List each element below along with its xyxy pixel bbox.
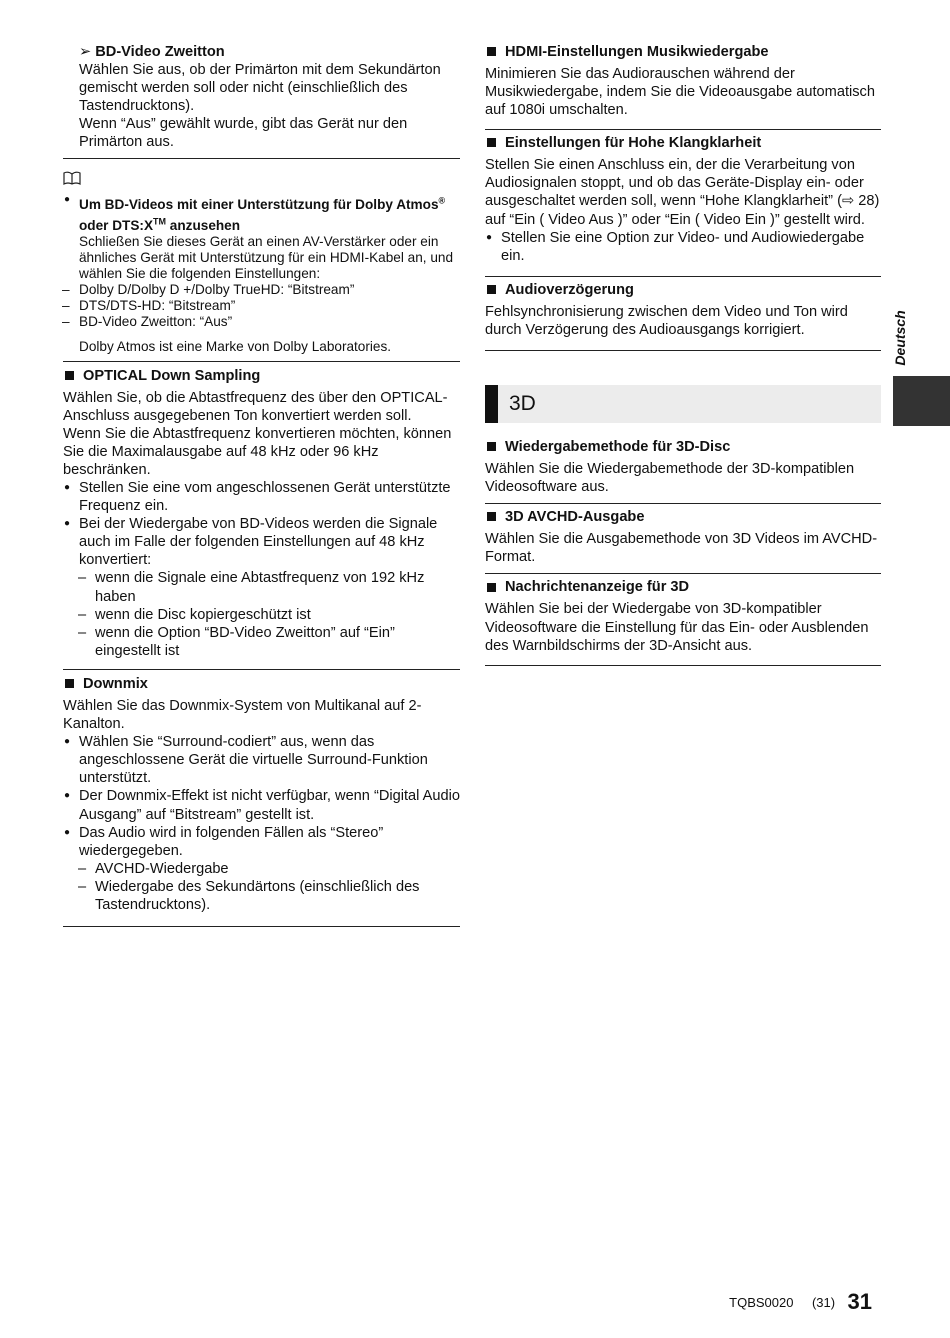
downmix-dash-item: – AVCHD-Wiedergabe xyxy=(63,860,460,878)
wiedergabe3d-heading: Wiedergabemethode für 3D-Disc xyxy=(485,438,881,456)
square-bullet-icon xyxy=(487,138,496,147)
downmix-heading: Downmix xyxy=(63,675,460,693)
hohe-heading: Einstellungen für Hohe Klangklarheit xyxy=(485,134,881,152)
downmix-bullet: ● Wählen Sie “Surround-codiert” aus, wenn das angeschlossene Gerät die virtuelle Surround-Funktion unterstützt. xyxy=(63,733,460,787)
nachricht3d-heading: Nachrichtenanzeige für 3D xyxy=(485,578,881,596)
square-bullet-icon xyxy=(487,583,496,592)
language-label: Deutsch xyxy=(892,310,908,366)
page-number-paren: (31) xyxy=(811,1295,836,1310)
note-bullet: ● Um BD-Videos mit einer Unterstützung für Dolby Atmos® oder DTS:X™ anzusehen Schließen Sie dieses Gerät an einen AV-Verstärker oder ein ähnliches Gerät mit Unterstützung für ein HDMI-Kabel an, und wählen Sie die folgenden Einstellungen: xyxy=(63,192,460,281)
note-block xyxy=(63,171,460,354)
square-bullet-icon xyxy=(487,47,496,56)
divider xyxy=(63,669,460,670)
divider xyxy=(63,926,460,927)
avchd3d-text: Wählen Sie die Ausgabemethode von 3D Videos im AVCHD-Format. xyxy=(485,531,878,566)
nachricht3d-text: Wählen Sie bei der Wiedergabe von 3D-kompatibler Videosoftware die Einstellung für das Ein- oder Ausblenden des Warnbildschirms der 3D-Ansicht aus. xyxy=(485,601,869,654)
section-bd-video-zweitton xyxy=(63,43,460,151)
avchd3d-heading: 3D AVCHD-Ausgabe xyxy=(485,508,881,526)
zweitton-heading: ➢ BD-Video Zweitton xyxy=(79,44,225,60)
divider xyxy=(485,573,881,574)
note-body: Schließen Sie dieses Gerät an einen AV-Verstärker oder ein ähnliches Gerät mit Unterstützung für ein HDMI-Kabel an, und wählen Sie die folgenden Einstellungen: xyxy=(79,233,454,281)
note-dash-item: – Dolby D/Dolby D +/Dolby TrueHD: “Bitstream” xyxy=(47,282,460,298)
optical-dash-item: – wenn die Disc kopiergeschützt ist xyxy=(63,606,460,624)
downmix-bullet: ● Das Audio wird in folgenden Fällen als “Stereo” wiedergegeben. xyxy=(63,824,460,860)
page-reference-arrow-icon: ⇨ xyxy=(841,193,855,210)
optical-text-1: Wählen Sie, ob die Abtastfrequenz des über den OPTICAL-Anschluss ausgegebenen Ton konvertiert werden soll. xyxy=(63,389,448,424)
square-bullet-icon xyxy=(487,442,496,451)
hohe-text: Stellen Sie einen Anschluss ein, der die Verarbeitung von Audiosignalen stoppt, und ob das Geräte-Display ein- oder ausgeschaltet werden soll, wenn “Hohe Klangklarheit” (⇨ 28) auf “Ein ( Video Aus )” oder “Ein ( Video Ein )” gestellt wird. xyxy=(485,157,880,228)
section-hdmi-musikwiedergabe xyxy=(485,43,881,119)
divider xyxy=(63,361,460,362)
section-audioverzoegerung xyxy=(485,281,881,339)
downmix-dash-item: – Wiedergabe des Sekundärtons (einschließlich des Tastendrucktons). xyxy=(63,878,460,914)
optical-text-2: Wenn Sie die Abtastfrequenz konvertieren möchten, können Sie die Maximalausgabe auf 48 kHz oder 96 kHz beschränken. xyxy=(63,425,452,478)
section-wiedergabemethode-3d xyxy=(485,438,881,496)
square-bullet-icon xyxy=(487,512,496,521)
divider xyxy=(485,276,881,277)
divider xyxy=(485,665,881,666)
hohe-bullet: ● Stellen Sie eine Option zur Video- und Audiowiedergabe ein. xyxy=(485,229,881,265)
model-code: TQBS0020 xyxy=(729,1295,794,1310)
section-downmix xyxy=(63,675,460,914)
section-hohe-klangklarheit xyxy=(485,134,881,265)
section-optical-down-sampling xyxy=(63,367,460,660)
page-number: 31 xyxy=(847,1289,872,1314)
trademark-note: Dolby Atmos ist eine Marke von Dolby Laboratories. xyxy=(79,338,392,354)
hdmi-heading: HDMI-Einstellungen Musikwiedergabe xyxy=(485,43,881,61)
language-tab-marker xyxy=(893,376,950,426)
section-3d-banner xyxy=(485,385,881,423)
right-column xyxy=(485,43,881,666)
hdmi-text: Minimieren Sie das Audiorauschen während der Musikwiedergabe, indem Sie die Videoausgabe automatisch auf 1080i umschalten. xyxy=(485,66,875,119)
arrow-icon: ➢ xyxy=(79,44,92,60)
downmix-text-1: Wählen Sie das Downmix-System von Multikanal auf 2-Kanalton. xyxy=(63,697,422,733)
page-footer xyxy=(729,1289,872,1315)
audioverz-heading: Audioverzögerung xyxy=(485,281,881,299)
note-book-icon xyxy=(63,171,460,190)
downmix-bullet: ● Der Downmix-Effekt ist nicht verfügbar, wenn “Digital Audio Ausgang” auf “Bitstream” gestellt ist. xyxy=(63,787,460,823)
divider xyxy=(485,129,881,130)
optical-heading: OPTICAL Down Sampling xyxy=(63,367,460,385)
divider xyxy=(63,158,460,159)
audioverz-text: Fehlsynchronisierung zwischen dem Video und Ton wird durch Verzögerung des Audioausgangs korrigiert. xyxy=(485,303,848,338)
wiedergabe3d-text: Wählen Sie die Wiedergabemethode der 3D-kompatiblen Videosoftware aus. xyxy=(485,461,855,496)
zweitton-text-1: Wählen Sie aus, ob der Primärton mit dem Sekundärton gemischt werden soll oder nicht (einschließlich des Tastendrucktons). xyxy=(79,62,441,115)
optical-dash-item: – wenn die Option “BD-Video Zweitton” auf “Ein” eingestellt ist xyxy=(63,624,460,660)
square-bullet-icon xyxy=(487,285,496,294)
section-3d-avchd-ausgabe xyxy=(485,508,881,566)
optical-bullet: ● Stellen Sie eine vom angeschlossenen Gerät unterstützte Frequenz ein. xyxy=(63,479,460,515)
section-nachrichtenanzeige-3d xyxy=(485,578,881,654)
section-3d-title: 3D xyxy=(509,392,536,416)
left-column xyxy=(63,43,460,927)
square-bullet-icon xyxy=(65,679,74,688)
note-dash-item: – BD-Video Zweitton: “Aus” xyxy=(47,314,460,330)
section-marker-bar xyxy=(485,385,498,423)
note-dash-item: – DTS/DTS-HD: “Bitstream” xyxy=(47,298,460,314)
divider xyxy=(485,350,881,351)
optical-bullet: ● Bei der Wiedergabe von BD-Videos werden die Signale auch im Falle der folgenden Einstellungen auf 48 kHz konvertiert: xyxy=(63,515,460,569)
square-bullet-icon xyxy=(65,371,74,380)
zweitton-text-2: Wenn “Aus” gewählt wurde, gibt das Gerät nur den Primärton aus. xyxy=(79,116,408,151)
divider xyxy=(485,503,881,504)
optical-dash-item: – wenn die Signale eine Abtastfrequenz von 192 kHz haben xyxy=(63,569,460,605)
